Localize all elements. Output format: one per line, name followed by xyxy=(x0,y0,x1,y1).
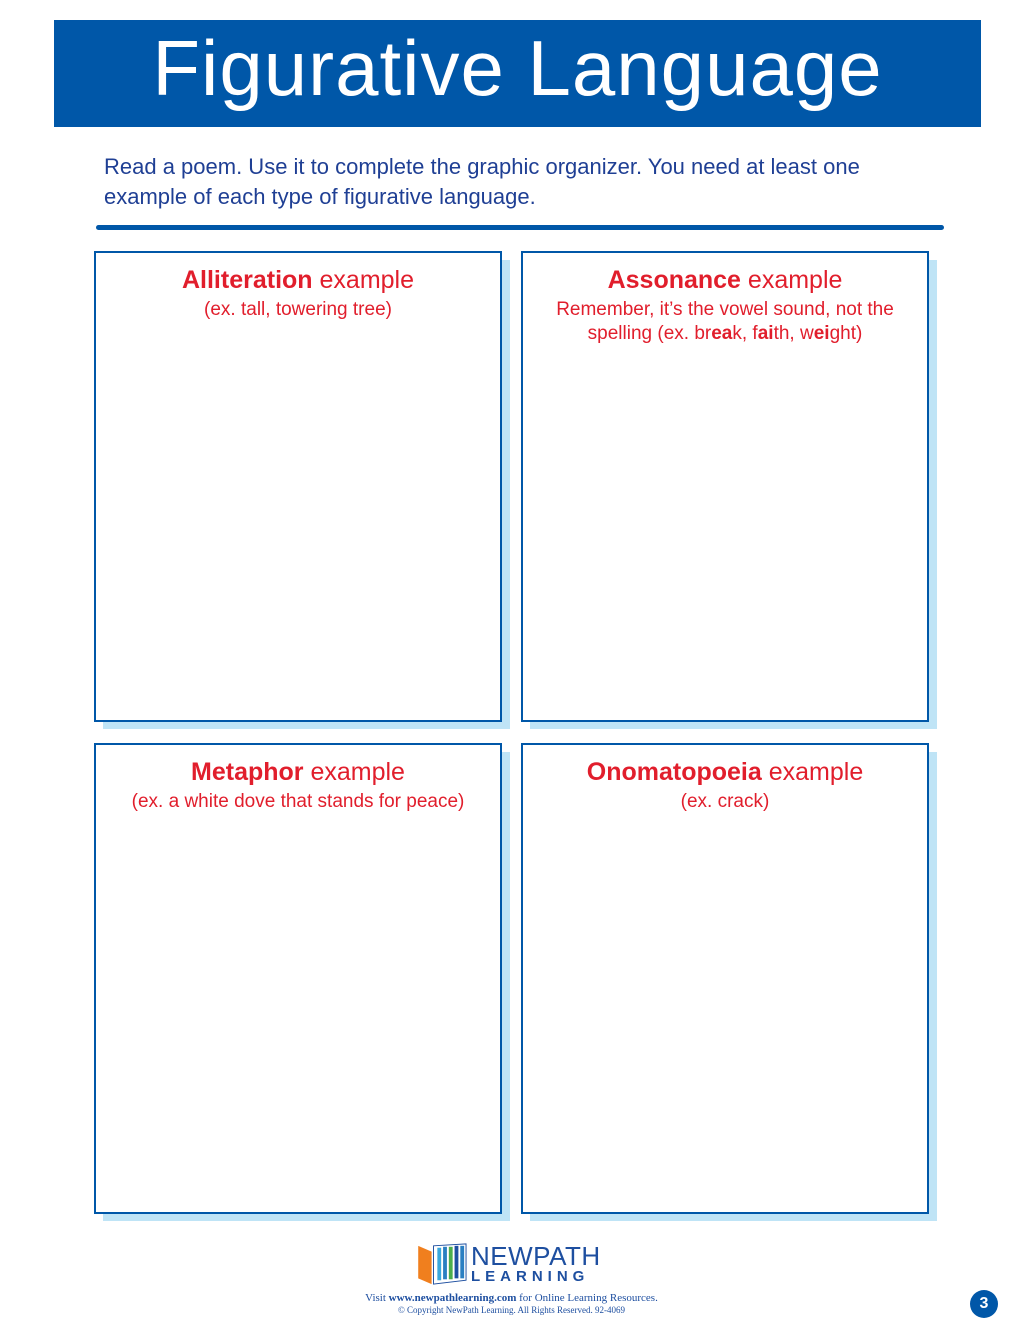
newpath-logo-icon xyxy=(415,1242,475,1286)
logo-line1: NEWPATH xyxy=(471,1241,601,1271)
metaphor-hint: (ex. a white dove that stands for peace) xyxy=(131,791,465,812)
assonance-hint xyxy=(523,298,927,346)
vowel-ea: ea xyxy=(711,323,733,344)
onomatopoeia-hint: (ex. crack) xyxy=(680,791,770,812)
assonance-hint-line2 xyxy=(533,322,917,346)
logo-line2: LEARNING xyxy=(471,1268,590,1285)
metaphor-suffix: example xyxy=(303,758,405,786)
page-number-badge: 3 xyxy=(970,1290,998,1318)
onomatopoeia-heading xyxy=(523,757,927,787)
alliteration-box[interactable] xyxy=(94,251,502,722)
onomatopoeia-term: Onomatopoeia xyxy=(586,758,762,786)
instructions-text: Read a poem. Use it to complete the graphic organizer. You need at least one example of each type of figurative language. xyxy=(104,154,860,209)
footer-visit xyxy=(0,1292,1023,1304)
vowel-ei: ei xyxy=(813,323,830,344)
footer-copyright: © Copyright NewPath Learning. All Rights Reserved. 92-4069 xyxy=(397,1305,626,1315)
visit-pre: Visit xyxy=(365,1292,389,1304)
hint-text: ght) xyxy=(829,323,863,344)
assonance-heading xyxy=(523,265,927,295)
metaphor-box[interactable] xyxy=(94,743,502,1214)
vowel-ai: ai xyxy=(757,323,774,344)
metaphor-heading xyxy=(96,757,500,787)
divider-rule xyxy=(96,225,944,230)
assonance-box[interactable] xyxy=(521,251,929,722)
logo-text xyxy=(471,1242,601,1284)
assonance-term: Assonance xyxy=(607,266,741,294)
hint-text: k, f xyxy=(732,323,758,344)
onomatopoeia-suffix: example xyxy=(761,758,864,786)
visit-post: for Online Learning Resources. xyxy=(516,1292,658,1304)
alliteration-term: Alliteration xyxy=(181,266,313,294)
hint-text: spelling (ex. br xyxy=(587,323,712,344)
title-banner xyxy=(54,20,981,127)
metaphor-term: Metaphor xyxy=(191,758,304,786)
hint-text: th, w xyxy=(773,323,814,344)
alliteration-heading xyxy=(96,265,500,295)
visit-url[interactable]: www.newpathlearning.com xyxy=(388,1292,517,1304)
assonance-suffix: example xyxy=(740,266,843,294)
onomatopoeia-box[interactable] xyxy=(521,743,929,1214)
page-title: Figurative Language xyxy=(152,23,883,112)
alliteration-hint: (ex. tall, towering tree) xyxy=(204,299,392,320)
alliteration-suffix: example xyxy=(312,266,415,294)
assonance-hint-line1: Remember, it’s the vowel sound, not the xyxy=(556,299,894,320)
